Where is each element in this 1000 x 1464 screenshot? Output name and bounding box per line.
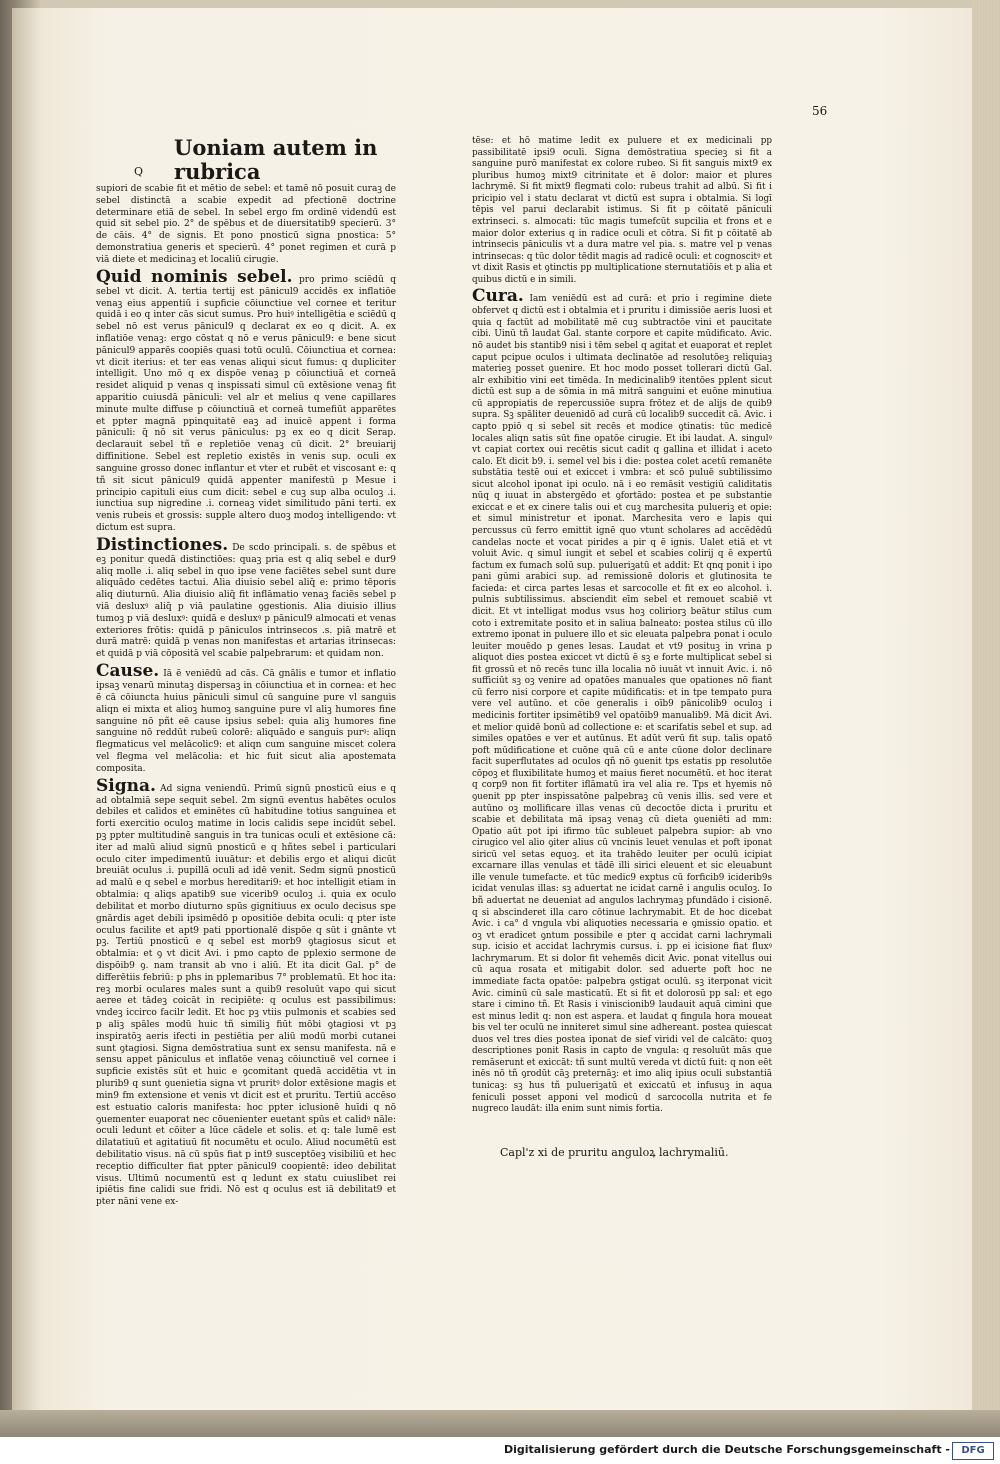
page-edges	[972, 0, 1000, 1437]
section-heading: Quid nominis sebel.	[96, 266, 293, 287]
paragraph: Ad signa veniendū. Primū signū pnosticū eius e q ad obtalmiā sepe sequit sebel. 2m signū eventus habētes oculos debiles et calidos et eminētes cū habitudine totius sanguinea et forti exercitio oculoꝫ matime in locis calidis sepe incidūt sebel. pꝫ ppter multitudinē sanguis in tra tunicas oculi et extēsione cā: iter ad malū aliud signū pnosticū e q hñtes sebel i particulari oculo citer impedimentū iuuātur: et debilis ergo et aliqui dicūt breuiāt oculus .i. pupillā oculi ad idē venit. Sedm signū pnosticū ad malū e q sebel e morbus hereditari9: et hoc intelligit etiam in obtalmia: q aliqs apatib9 sue vicerib9 oculoꝫ .i. quia ex oculo debilitat et morbo diuturno spūs gignitiuus ex oculo decisus spe gnārdis aget debili ipsimēdō p opositiōe debita oculi: q pter iste oculus facilite et apt9 pati pportionalē dispōe q sūt i gnānte vt pꝫ. Tertiū pnosticū e q sebel est morb9 ꝯtagiosus sicut et obtalmia: et ꝯ vt dicit Avi. i pmo capto de pplexio sermone de dispōib9 ꝯ. nam transit ab vno i aliū. Et ita dicit Gal. p° de differētiis febriū: p phs in pplemaribus 7° problematū. Et hoc ita: reꝫ morbi oculares males sunt a quib9 resoluūt vapo qui sicut aeree et tādeꝫ coicāt in recipiēte: q oculus est passibilimus: vndeꝫ iccirco facilr ledit. Et hoc pꝫ vtiis pulmonis et scabies sed p aliꝫ spāles modū huic tñ similiꝫ fiūt mōbi ꝯtagiosi vt pꝫ inspiratōꝫ aeris ifecti in pestiētia per aliū modū morbi cutanei sunt ꝯtagiosi. Signa demōstratiua sunt ex sensu manifesta. nā e sensu appet pāniculus et inflatōe venaꝫ cōiunctiuē vel cornee i supficie existēs sūt et huic e ꝯcomitant quedā accidētia vt in plurib9 q sunt ꝯuenietia signa vt pruritꝰ dolor extēsione magis et min9 fm extensione et venis vt dicit est et pruritu. Tertiū accēso est estuatio caloris manifesta: hoc ppter iclusionē huīdi q nō ꝯuementer euaporat nec cōuenienter euetant spūs et calidꝰ nāle: oculi ledunt et cōiter a lūce cādele et solis. et q: tale lumē est dilatatiuū et agitatiuū fit nocumētu et oculo. Aliud nocumētū est debilitatio visus. nā cū spūs fiat p int9 susceptōeꝫ visibiliū et hec receptio difficulter fiat ppter pānicul9 coopientē: ideo debilitat visus. Ultimū nocumentū est q ledunt ex statu cuiuslibet rei ipiētis fine calidi sue fridi. Nō est q oculus est iā debilitat9 et pter nāni vene ex-	[96, 783, 396, 1208]
chapter-heading: Capl'z xi de pruritu anguloꝝ lachrymaliū.	[500, 1146, 729, 1159]
opening-line: Uoniam autem in rubrica	[174, 135, 378, 184]
footer-bar	[0, 1437, 1000, 1464]
section-heading: Cura.	[472, 286, 524, 307]
funding-notice: Digitalisierung gefördert durch die Deutsche Forschungsgemeinschaft -	[503, 1443, 950, 1456]
right-column	[472, 136, 772, 1116]
paragraph: Iam veniēdū est ad curā: et prio i regimine diete obfervet q dictū est i obtalmia et i pruritu i dimissiōe aeris luosi et quia q factūt ad mobilitatē mē cuꝫ subtractōe vini et paucitate cibi. Uinū tñ laudat Gal. stante corpore et capite mūdificato. Avic. nō audet bis stantib9 nisi i tēm sebel q agitat et euaporat et replet caput pcipue oculos i ultimata declinatōe ad resolutōeꝫ reliquiaꝫ materieꝫ posset ꝯuenire. Et hoc modo posset tollerari dictū Gal. alr exhibitio vini eet timēda. In medicinalib9 itentōes pplent sicut dictū est sup a de sōmia in mā mitrā sanguini et euōne minutiua cū appropiatis de repercussiōe supra frōtez et de alijs de quib9 supra. Sꝫ spāliter deuenidō ad curā cū localib9 succedit cā. Avic. i capto ppiō q si sebel sit recēs et modice ꝯtinatis: tūc medicē locales aliqn satis sūt fine opatōe cirugie. Et ibi laudat. A. singulꝰ vt capiat cortex oui recētis sicut cadit q gallina et illidat i aceto calo. Et dicit b9. i. semel vel bis i die: postea colet acetū remanēte substātia testē oui et exiccet i vmbra: et scō puluē subtilissimo sicut alcohol iponat ipi oculo. nā i eo remāsit vestigiū caliditatis nūq q iuuat in abstergēdo et ꝯfortādo: postea et pe substantie exiccat e et ex cinere talis oui et cuꝫ marchesita pulueriꝫ et opie: et simul ministretur et iponat. Marchesita vero e lapis qui percussus cū ferro emittit ignē quo vtunt scholares ad accēdēdū candelas nocte et vocat pirides a pir q ē ignis. Ualet etiā et vt voluit Avic. q simul iungit et sebel et scabies colirij q ē expertū factum ex fumach solū sup. pulueriꝫatū et addit: Et qnq ponit i ipo pani gūmi arabici sup. ad remissionē doloris et glutinosita te facieda: et circa partes lesas et sarcocolle et fit ex eo alcohol. i. pulnis subtilissimus. absciendit eīm sebel et remouet scabiē vt dicit. Et vt intelligat modus vsus hoꝫ coliriorꝫ beātur stilus cum coto i extremitate posito et in saliua balneato: postea stilus cū illo extremo iponat in puluere illo et sic eleuata palpebra ponat i oculo leuiter mouēdo p genes lesas. Laudat et vt9 posituꝫ in vrina p aliquot dies postea exiccet vt dictū ē sꝫ e forte multiplicat sebel si fit grossū et nō recēs tunc illa localia nō iuuāt vt innuit Avic. i. nō sufficiūt sꝫ oꝫ venire ad opatōes manuales que opationes nō fiant cū ferro nisi corpore et capite mūdificatis: et in tpe tempato pura vere vel autūno. et cōe generalis i oīb9 pānicolib9 oculoꝫ i medicinis fortiter ipsimētib9 vel opatōib9 manualib9. Mā dicit Avi. et melior quidē bonū ad collectione e: et scarifatis sebel et sup. ad similes opatōes e ver et autūnus. Et adūt verū fit sup. talis opatō poft mūdificatione et cuōne quā cū e ante cūone dolor declinare facit superflutates ad oculos qñ nō ꝯuenit tps estatis pp resolutōe cōpoꝫ et fluxibilitate humoꝫ et maius fieret nocumētū. et hoc iterat q corp9 non fit fortiter iflāmatū ira vel alia re. Tps et hyemis nō ꝯuenit pp pter inspissatōne palpebraꝫ cū venis illis. sed vere et autūno oꝫ mollificare illas venas cū decoctōe dicta i pruritu et scabie et debilitata mā ipsaꝫ venaꝫ cū dieta ꝯueniēti ad mm: Opatio aūt pot ipi ifirmo tūc subleuet palpebra supior: ab vno cirugico vel alio ꝯiter alius cū vncinis leuet venulas et poft iponat siricū vel setas equoꝫ. et ita trahēdo leuiter per oculū icipiat excarnare illas venulas et tādē illi sirici eleuent et sic eleuabunt ille venule tumefacte. et tūc medic9 exptus cū forficib9 iciderib9s icidat venulas illas: sꝫ aduertat ne icidat carnē i angulis oculoꝫ. Io bñ aduertat ne deueniat ad angulos lachrymaꝫ pfundādo i cisionē. q si abscinderet illa caro cōtinue lachrymabit. Et de hoc dicebat Avic. i ca° d vngula vbi aliquoties necessaria e ꝯmissio opatio. et oꝫ vt eradicet ꝯntum possibile e pter q accidat carni lachrymali sup. icisio et accidat lachrymis cursus. i. pp ei icisione fiat fluxꝰ lachrymarum. Et si dolor fit vehemēs dicit Avic. ponat vitellus oui cū aqua rosata et mitigabit dolor. sed aduerte poft hoc ne immediate facta opatōe: palpebra ꝯstigat oculū. sꝫ iterponat vicit Avic. ciminū cū sale masticatū. Et si fit et dolorosū pp sal: et ego stare i cimino tñ. Et Rasis i viniscionib9 laudauit aquā cimini que est minus ledit q: non est aspera. et laudat q fingula hora moueat bis vel ter oculū ne inniteret simul sine adhereant. postea quiescat duos vel tres dies postea iponat de sief viridi vel de calcāto: quoꝫ descriptiones ponit Rasis in capto de vngula: q resoluūt mās que remāserunt et exiccāt: tñ sunt multū vereda vt dictū fuit: q non eēt inēs nō tñ ꝯrodūt cāꝫ preternāꝫ: et imo aliq ipius oculi substantiā tunicaꝫ: sꝫ hus tñ pulueriꝫatū et exiccatū et infusuꝫ in aqua feniculi posset apponi vel modicū d sarcocolla nutrita et fe nugreco laudāt: illa enim sunt nimis fortia.	[472, 294, 772, 1115]
guide-letter: Q	[134, 165, 144, 178]
folio-number: 56	[812, 104, 828, 118]
dfg-logo-icon: DFG	[952, 1442, 994, 1460]
section-heading: Cause.	[96, 661, 160, 682]
bottom-edge	[0, 1410, 1000, 1437]
section-heading: Distinctiones.	[96, 534, 229, 555]
section-heading: Signa.	[96, 775, 156, 796]
paragraph: tēse: et hō matime ledit ex puluere et ex medicinali pp passibilitatē ipsi9 oculi. Signa demōstratiua specieꝫ si fit a sanguine purō manifestat ex colore rubeo. Si fit sanguis mixt9 ex pluribus humoꝫ mixt9 citrinitate et ē dolor: maior et plures lachrymē. Si fit mixt9 flegmati colo: rubeus trahit ad albū. Si fit i pricipio vel i statu declarat vt dictū est supra i obtalmia. Si logī tēpis vel parui declarabit istimus. Si fit p cōitatē pāniculi extrinseci. s. almocati: tūc magis tumefcūt supcilia et frons et e maior dolor exterius q in radice oculi et cōtra. Si fit p cōitatē ab intrinsecis pāniculis vt a dura matre vel pia. s. matre vel p venas intrinsecas: q tūc dolor tēdit magis ad radicē oculi: et cognoscitꝰ et vt dixit Rasis et ꝯtinctis pp multiplicatione sternutatiōis et p alia et quibus dictū e in simili.	[472, 136, 772, 285]
paragraph: pro primo sciēdū q sebel vt dicit. A. tertia tertij est pānicul9 accidēs ex inflatiōe venaꝫ eius appentiū i supficie cōiunctiue vel cornee et teritur quidā i eo q inter cās sicut sumus. Pro huiꝰ intelligētia e sciēdū q sebel nō est verus pānicul9 q declarat ex eo q dicit. A. ex inflatiōe venaꝫ: ergo cōstat q nō e verus pānicul9: e bene sicut pānicul9 apparēs coopiēs quasi totū oculū. Cōiunctiua et cornea: vt dicit iterius: et ter eas venas aliqui sicut fumus: q dupliciter intelligit. Uno mō q ex dispōe venaꝫ p cōiunctiuā et corneā residet aliquid p venas q inspissati simul cū extēsione venaꝫ fit apparitio cuiusdā pāniculi: vel alr et melius q vene capillares minute multe diffuse p cōiunctiuā et corneā tumefiūt apparētes et ppter magnā ppinquitatē eaꝫ ad inuicē appent i forma pāniculi: q̄ nō sit verus pāniculus: pꝫ ex eo q dicit Serap. declarauit sebel tñ e repletiōe venaꝫ cū dicit. 2° breuiarij diffinitione. Sebel est repletio existēs in venis sup. oculi ex sanguine grosso donec inflantur et vter et rubēt et viscosant e: q tñ sit sicut pānicul9 quidā appenter manifestū p Mesue i principio capituli eius cum dicit: sebel e cuꝫ sup alba oculoꝫ .i. iunctiua sup nigredine .i. corneaꝫ videt similitudo pāni terti. ex venis rubeis et grossis: supple altero duoꝫ modoꝫ intelligendo: vt dictum est supra.	[96, 274, 396, 533]
left-column	[96, 136, 396, 1209]
paragraph: supiori de scabie fit et mētio de sebel: et tamē nō posuit curaꝫ de sebel distinctā a scabie expedit ad pfectionē doctrine determinare etiā de sebel. In sebel ergo fm ordinē videndū est quid sit sebel pio. 2° de spēbus et de diuersitatib9 specierū. 3° de cāis. 4° de signis. Et pono pnosticū signa pnostica: 5° demonstratiua generis et specierū. 4° ponet regimen et curā p viā diete et medicinaꝫ et localiū cirugie.	[96, 184, 396, 265]
paragraph: De scdo principali. s. de spēbus et eꝫ ponitur quedā distinctiōes: quaꝫ pria est q aliq sebel e dur9 aliq molle .i. aliq sebel in quo ipse vene faciētes sebel sunt dure aliquādo cedētes tactui. Alia diuisio sebel aliq̄ e: primo tēporis aliq diuturnū. Alia diuisio aliq̄ fit inflāmatio venaꝫ faciēs sebel p viā desluxꝰ aliq̄ p viā paulatine ꝯgestionis. Alia diuisio illius tumoꝫ p viā desluxꝰ: quidā e desluxꝰ p pānicul9 almocati et venas exteriores frōtis: quidā p pāniculos intrinsecos .s. piā matrē et durā matrē: quidā p venas non manifestas et artarias itrinsecas: et quidā p viā cōpositā vel scabie palpebrarum: et quidam non.	[96, 542, 396, 660]
paragraph: Iā ē veniēdū ad cās. Cā gnālis e tumor et inflatio ipsaꝫ venarū minutaꝫ dispersaꝫ in cōiunctiua et in cornea: et hec ē cā cōiuncta huius pāniculi simul cū sanguine pure vl sanguis aliqn ei mixta et alioꝫ humoꝫ sanguine pure vl aliꝫ humores fine sanguine nō pñt eē cause ipsius sebel: quia aliꝫ humores fine sanguine nō reddūt rubeū colorē: aliquādo e sanguis purꝰ: aliqn flegmaticus vel melācolic9: et aliqn cum sanguine miscet colera vel flegma vel melācolia: et hic fuit sicut alia apostemata composita.	[96, 669, 396, 774]
